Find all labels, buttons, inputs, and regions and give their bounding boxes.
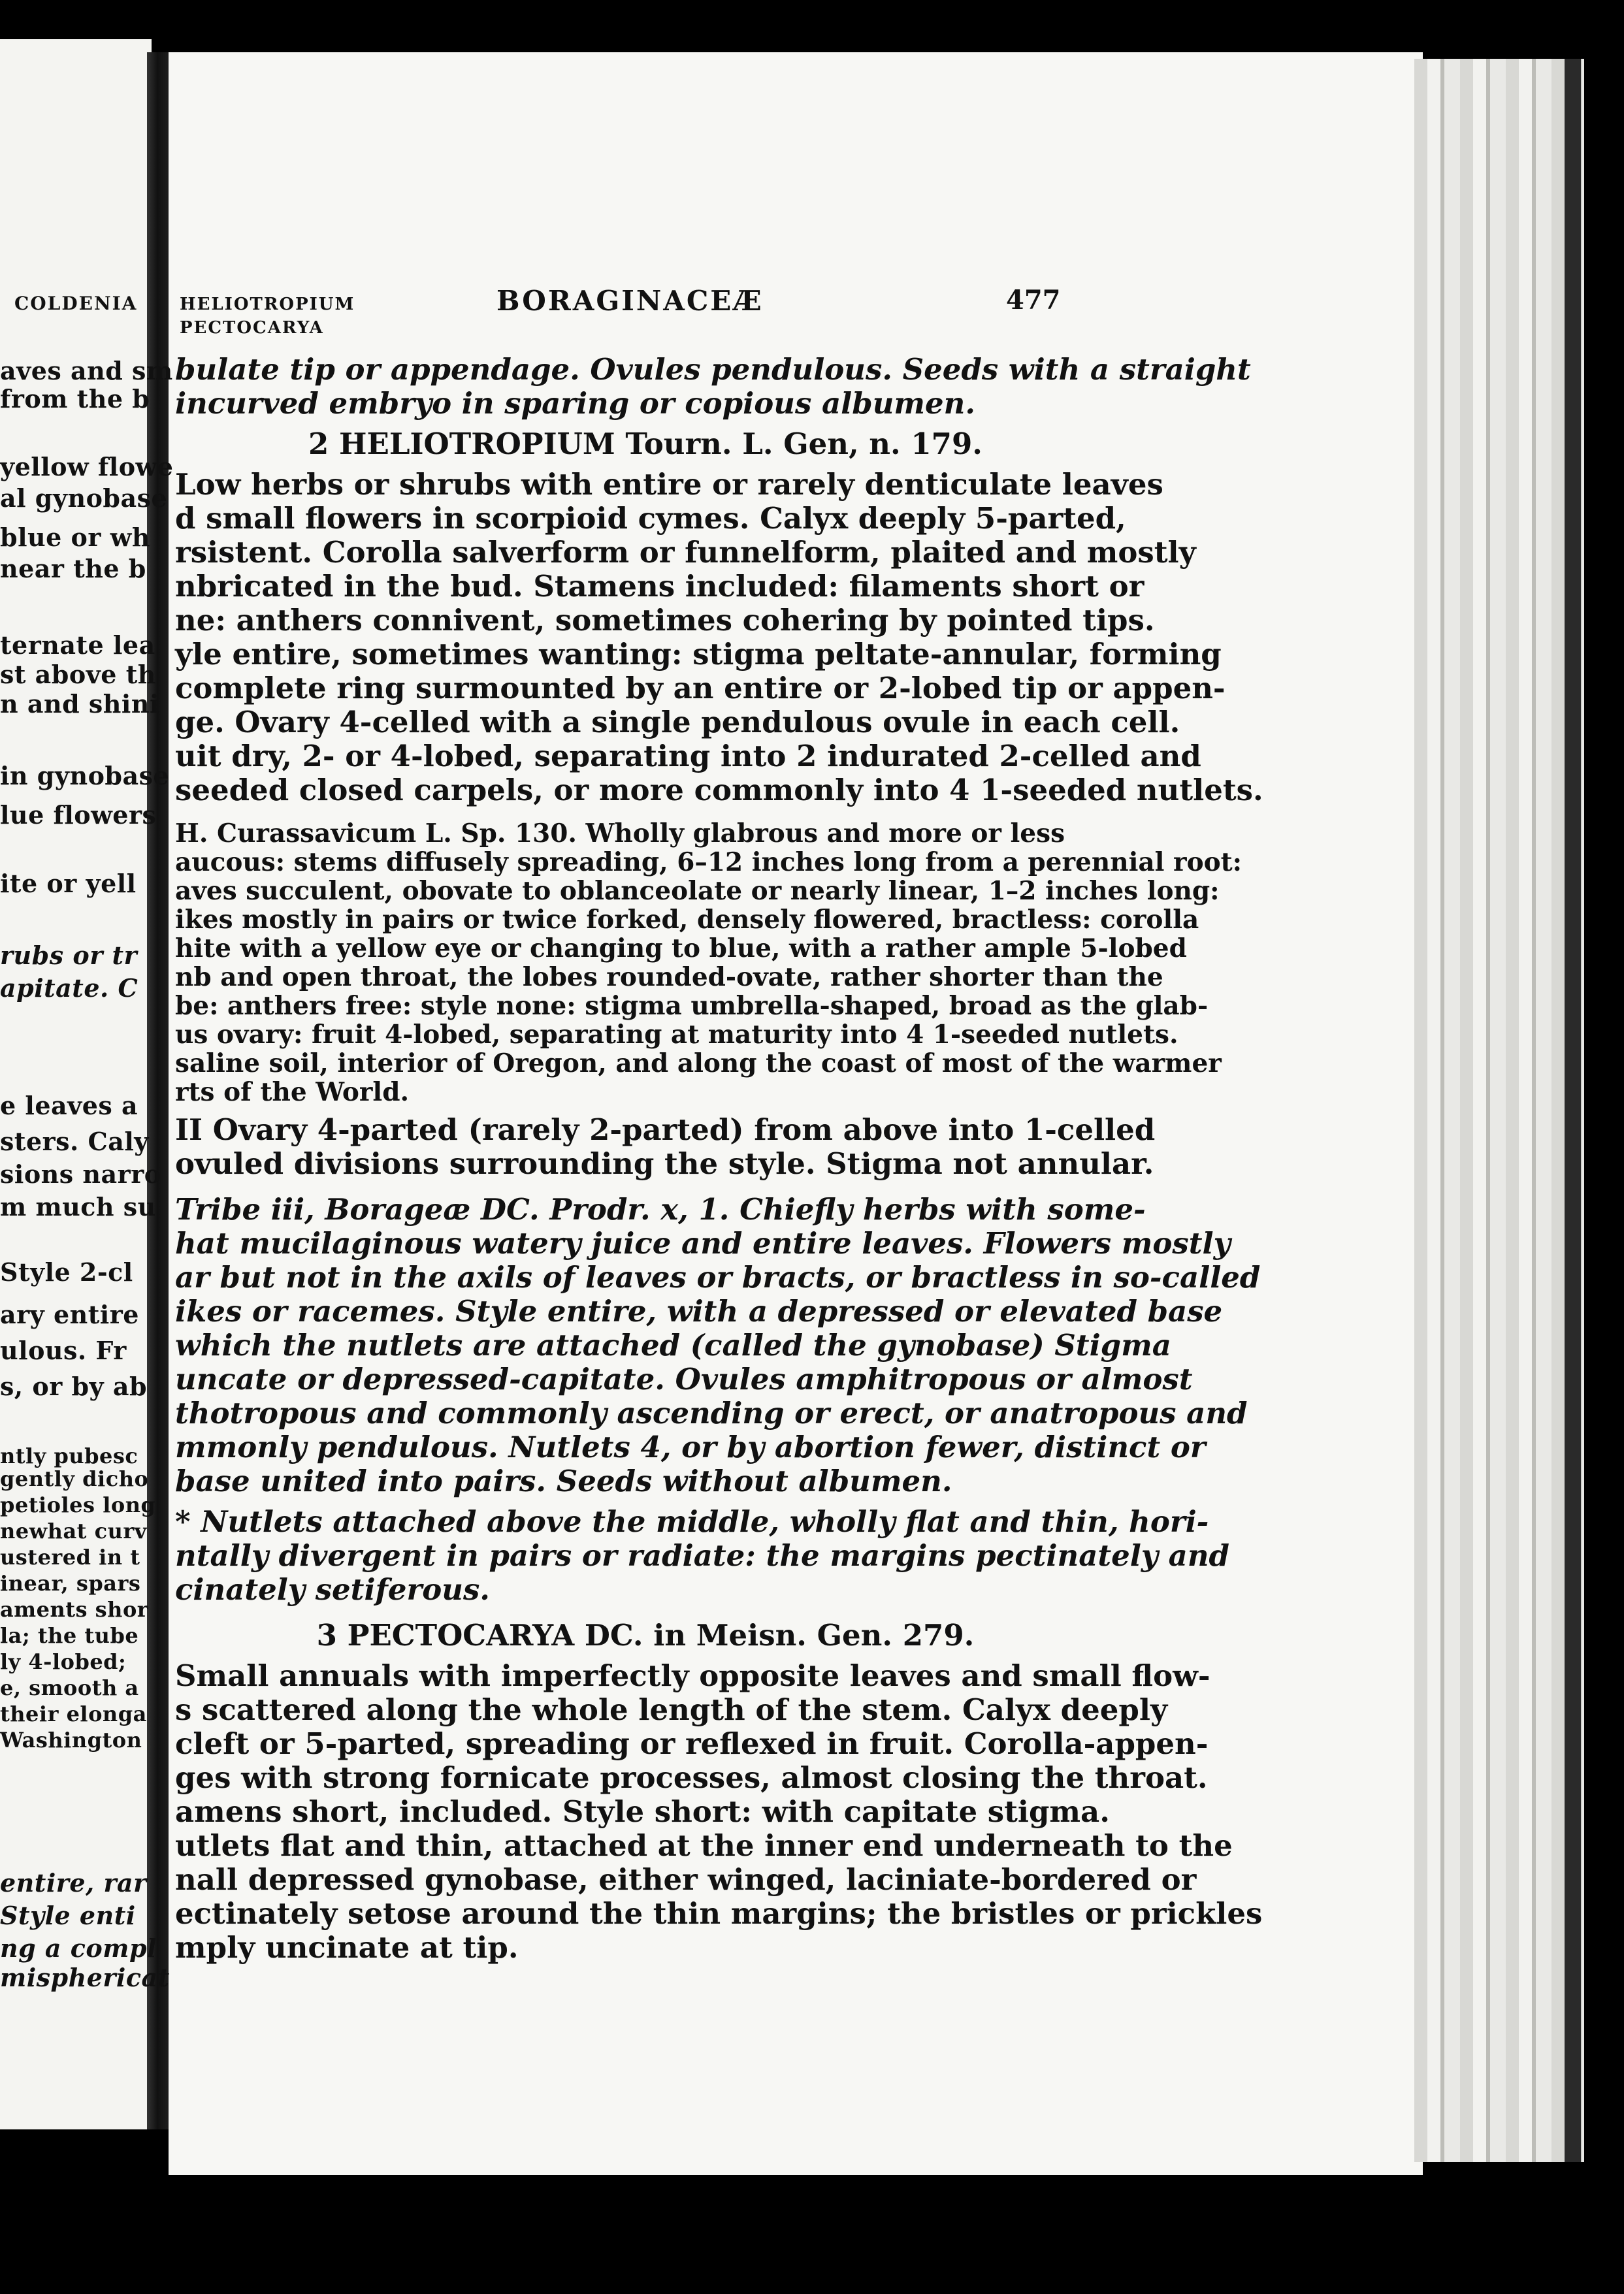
text-line: cleft or 5-parted, spreading or reflexed in fruit. Corolla-appen-: [175, 1726, 1209, 1761]
text-line: ne: anthers connivent, sometimes cohering by pointed tips.: [175, 603, 1155, 638]
text-line: d small flowers in scorpioid cymes. Calyx deeply 5-parted,: [175, 501, 1126, 536]
left-page-fragment: Style 2-cl: [0, 1257, 133, 1287]
left-page-fragment: Style enti: [0, 1901, 136, 1930]
text-line: Small annuals with imperfectly opposite leaves and small flow-: [175, 1658, 1210, 1693]
text-line: ovuled divisions surrounding the style. Stigma not annular.: [175, 1146, 1154, 1181]
genus-tags: [180, 293, 355, 340]
left-page-fragment: aments shor: [0, 1597, 149, 1622]
text-line: be: anthers free: style none: stigma umbrella-shaped, broad as the glab-: [175, 991, 1209, 1021]
left-page-fragment: inear, spars: [0, 1571, 141, 1596]
text-line: cinately setiferous.: [175, 1572, 490, 1607]
text-line: mmonly pendulous. Nutlets 4, or by abortion fewer, distinct or: [175, 1430, 1206, 1464]
page-number: 477: [1006, 285, 1061, 315]
left-page-fragment: ntly pubesc: [0, 1444, 138, 1468]
intro-block: [175, 352, 1251, 421]
text-line: seeded closed carpels, or more commonly into 4 1-seeded nutlets.: [175, 773, 1263, 807]
left-page-fragment: ite or yell: [0, 869, 137, 898]
text-line: s scattered along the whole length of the stem. Calyx deeply: [175, 1692, 1168, 1727]
left-page-fragment: sters. Caly: [0, 1127, 149, 1156]
left-page-fragment: gently dicho: [0, 1466, 149, 1491]
text-line: aucous: stems diffusely spreading, 6–12 inches long from a perennial root:: [175, 847, 1242, 877]
page-edge-shadow: [1565, 59, 1581, 2162]
text-line: yle entire, sometimes wanting: stigma peltate-annular, forming: [175, 637, 1222, 671]
genus-heading-pectocarya: 3 PECTOCARYA DC. in Meisn. Gen. 279.: [316, 1618, 975, 1653]
left-running-head: COLDENIA: [14, 293, 138, 314]
text-line: uncate or depressed-capitate. Ovules amphitropous or almost: [175, 1362, 1193, 1397]
text-line: nbricated in the bud. Stamens included: filaments short or: [175, 569, 1145, 604]
left-page-fragment: n and shini: [0, 689, 159, 719]
left-page-fragment: their elonga: [0, 1702, 147, 1726]
left-page-fragment: blue or wh: [0, 523, 150, 552]
left-page-fragment: ng a compl: [0, 1933, 157, 1963]
text-line: amens short, included. Style short: with capitate stigma.: [175, 1794, 1110, 1829]
text-line: II Ovary 4-parted (rarely 2-parted) from above into 1-celled: [175, 1112, 1156, 1147]
text-line: uit dry, 2- or 4-lobed, separating into 2 indurated 2-celled and: [175, 739, 1201, 773]
left-page-fragment: petioles long: [0, 1493, 156, 1517]
text-line: * Nutlets attached above the middle, wholly flat and thin, hori-: [175, 1504, 1209, 1539]
text-line: ge. Ovary 4-celled with a single pendulous ovule in each cell.: [175, 705, 1180, 739]
left-page-fragment: misphericat: [0, 1963, 170, 1992]
left-page-fragment: st above th: [0, 660, 156, 689]
text-line: nb and open throat, the lobes rounded-ovate, rather shorter than the: [175, 962, 1163, 992]
left-page-fragment: ary entire: [0, 1300, 139, 1329]
left-page-fragment: sions narro: [0, 1159, 161, 1189]
left-page-fragment: entire, rar: [0, 1868, 147, 1898]
text-line: ar but not in the axils of leaves or bracts, or bractless in so-called: [175, 1260, 1261, 1295]
text-line: H. Curassavicum L. Sp. 130. Wholly glabrous and more or less: [175, 818, 1065, 848]
text-line: mply uncinate at tip.: [175, 1930, 519, 1965]
left-page-fragment: la; the tube: [0, 1623, 139, 1648]
tribe-boragese-description: [175, 1192, 1261, 1498]
text-line: hite with a yellow eye or changing to blue, with a rather ample 5-lobed: [175, 933, 1187, 963]
left-page-fragment: m much su: [0, 1192, 156, 1221]
left-page-fragment: ulous. Fr: [0, 1336, 127, 1365]
left-page-fragment: apitate. C: [0, 973, 138, 1003]
text-line: complete ring surmounted by an entire or 2-lobed tip or appen-: [175, 671, 1226, 705]
genus-tag: HELIOTROPIUM: [180, 295, 355, 314]
text-line: rts of the World.: [175, 1077, 410, 1107]
genus-tag: PECTOCARYA: [180, 318, 324, 338]
text-line: utlets flat and thin, attached at the inner end underneath to the: [175, 1828, 1233, 1863]
text-line: ges with strong fornicate processes, almost closing the throat.: [175, 1760, 1208, 1795]
left-page-fragment: al gynobase: [0, 483, 168, 513]
left-page-fragment: from the b: [0, 384, 150, 413]
left-page-fragment: rubs or tr: [0, 941, 138, 970]
genus-description-heliotropium: [175, 467, 1263, 807]
genus-heading-heliotropium: 2 HELIOTROPIUM Tourn. L. Gen, n. 179.: [308, 427, 983, 461]
left-page-fragment: Washington: [0, 1728, 142, 1753]
text-line: rsistent. Corolla salverform or funnelform, plaited and mostly: [175, 535, 1196, 570]
left-page-fragment: ustered in t: [0, 1545, 140, 1570]
text-line: ntally divergent in pairs or radiate: the margins pectinately and: [175, 1538, 1230, 1573]
text-line: saline soil, interior of Oregon, and along the coast of most of the warmer: [175, 1048, 1222, 1078]
text-line: nall depressed gynobase, either winged, laciniate-bordered or: [175, 1862, 1197, 1897]
text-line: bulate tip or appendage. Ovules pendulous. Seeds with a straight: [175, 352, 1251, 387]
left-page-fragment: newhat curv: [0, 1519, 147, 1543]
text-line: base united into pairs. Seeds without albumen.: [175, 1464, 952, 1498]
left-page-fragment: ly 4-lobed;: [0, 1649, 127, 1674]
left-page-fragment: s, or by ab: [0, 1372, 148, 1401]
left-page-fragment: lue flowers: [0, 800, 157, 830]
text-line: incurved embryo in sparing or copious albumen.: [175, 386, 976, 421]
left-page-fragment: e, smooth a: [0, 1675, 139, 1700]
left-page-fragment: e leaves a: [0, 1091, 138, 1120]
subdivision-description: [175, 1504, 1230, 1607]
text-line: aves succulent, obovate to oblanceolate or nearly linear, 1–2 inches long:: [175, 876, 1220, 906]
body-text: [175, 352, 1263, 1965]
text-line: Low herbs or shrubs with entire or rarely denticulate leaves: [175, 467, 1163, 502]
text-line: thotropous and commonly ascending or erect, or anatropous and: [175, 1396, 1248, 1430]
left-page-fragment: in gynobase: [0, 761, 170, 790]
text-line: ectinately setose around the thin margins; the bristles or prickles: [175, 1896, 1263, 1931]
text-line: us ovary: fruit 4-lobed, separating at maturity into 4 1-seeded nutlets.: [175, 1020, 1178, 1050]
genus-description-pectocarya: [175, 1658, 1263, 1965]
left-page: [0, 39, 152, 2129]
family-title: BORAGINACEÆ: [496, 285, 764, 317]
text-line: ikes mostly in pairs or twice forked, densely flowered, bractless: corolla: [175, 905, 1199, 935]
species-description-curassavicum: [175, 818, 1242, 1107]
left-page-fragment: aves and sm: [0, 356, 173, 385]
left-page-fragment: ternate lea: [0, 630, 155, 660]
text-line: Tribe iii, Borageæ DC. Prodr. x, 1. Chiefly herbs with some-: [175, 1192, 1146, 1227]
page-edges: [1414, 59, 1584, 2162]
text-line: ikes or racemes. Style entire, with a depressed or elevated base: [175, 1294, 1223, 1329]
section-ii-description: [175, 1112, 1156, 1181]
left-page-fragment: near the b: [0, 554, 146, 583]
left-page-fragment: yellow flowe: [0, 452, 174, 481]
text-line: hat mucilaginous watery juice and entire leaves. Flowers mostly: [175, 1226, 1231, 1261]
text-line: which the nutlets are attached (called the gynobase) Stigma: [175, 1328, 1171, 1363]
